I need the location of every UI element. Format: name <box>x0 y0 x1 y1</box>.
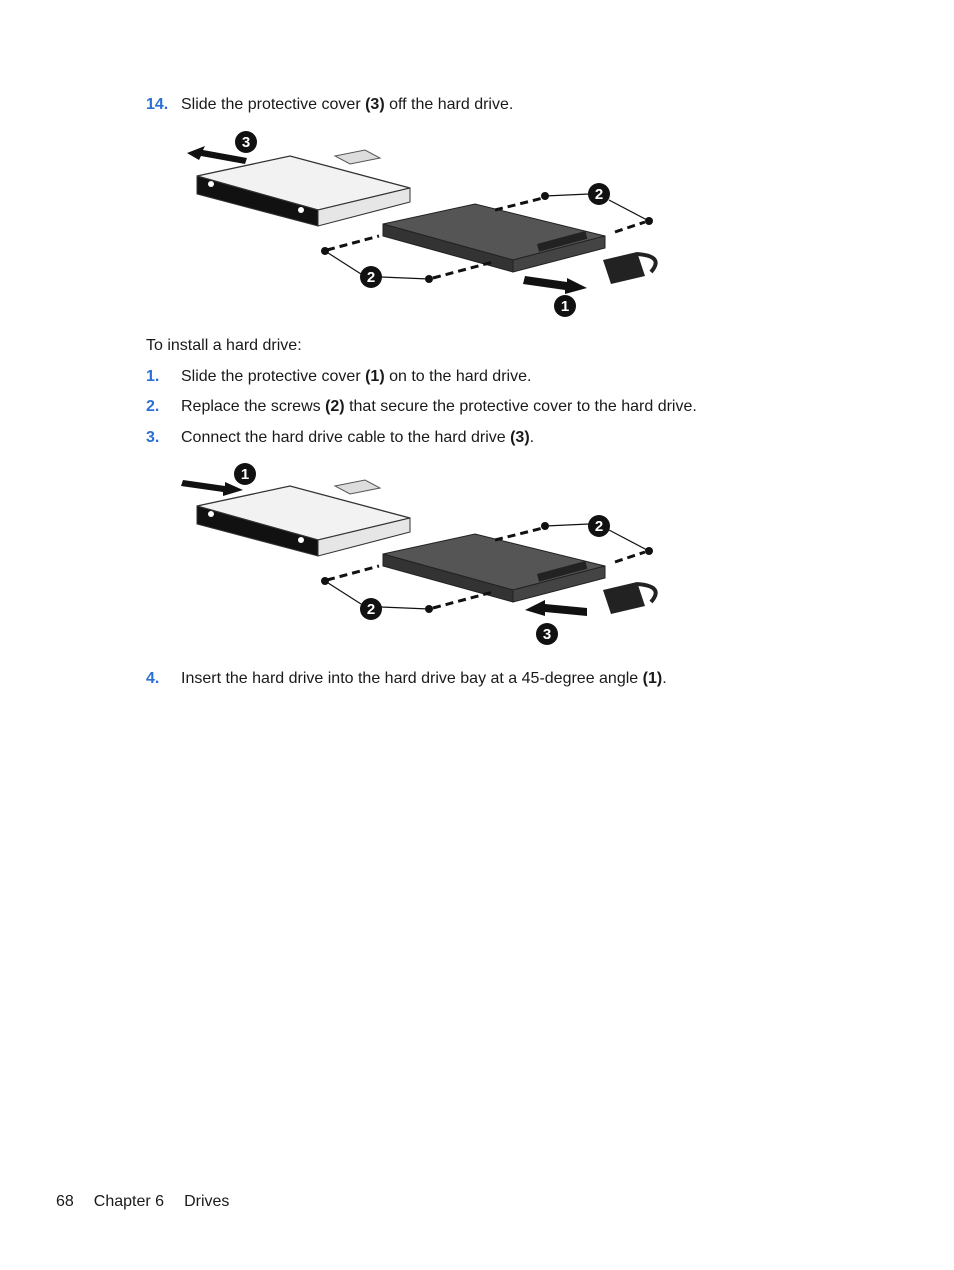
svg-text:2: 2 <box>594 186 604 203</box>
svg-text:2: 2 <box>594 518 604 535</box>
callout-2 <box>588 515 610 537</box>
callout-2 <box>588 183 610 205</box>
install-step-3 <box>146 428 534 448</box>
callout-3 <box>235 131 257 153</box>
section-label: Drives <box>184 1193 230 1210</box>
step-number: 1. <box>146 368 160 385</box>
step-text: Slide the protective cover (1) on to the hard drive. <box>181 368 532 385</box>
step-14 <box>146 95 513 115</box>
install-step-1 <box>146 367 531 387</box>
callout-1 <box>554 295 576 317</box>
arrow-icon <box>523 276 587 294</box>
figure-install-cover <box>175 458 665 653</box>
install-step-4 <box>146 669 667 689</box>
cable-connector-illustration <box>603 252 656 284</box>
svg-text:1: 1 <box>560 298 570 315</box>
cable-connector-illustration <box>603 582 656 614</box>
step-number: 2. <box>146 398 160 415</box>
callout-2 <box>360 598 382 620</box>
hard-drive-illustration <box>383 204 605 272</box>
step-text: Insert the hard drive into the hard drive bay at a 45-degree angle (1). <box>181 670 667 687</box>
step-number: 4. <box>146 670 160 687</box>
step-number: 3. <box>146 429 160 446</box>
svg-text:3: 3 <box>241 134 251 151</box>
page-footer <box>56 1192 249 1212</box>
callout-1 <box>234 463 256 485</box>
chapter-label: Chapter 6 <box>93 1193 165 1210</box>
step-text: Replace the screws (2) that secure the protective cover to the hard drive. <box>181 398 697 415</box>
svg-text:2: 2 <box>366 601 376 618</box>
figure-remove-cover <box>175 128 665 323</box>
svg-text:2: 2 <box>366 269 376 286</box>
callout-2 <box>360 266 382 288</box>
callout-3 <box>536 623 558 645</box>
arrow-icon <box>181 480 243 496</box>
install-intro: To install a hard drive: <box>146 337 302 354</box>
protective-cover-illustration <box>197 150 410 226</box>
step-text: Slide the protective cover (3) off the hard drive. <box>181 96 514 113</box>
install-step-2 <box>146 397 697 417</box>
page-number: 68 <box>56 1193 74 1210</box>
step-number: 14. <box>146 96 169 113</box>
svg-text:3: 3 <box>542 626 552 643</box>
step-text: Connect the hard drive cable to the hard drive (3). <box>181 429 535 446</box>
svg-text:1: 1 <box>240 466 250 483</box>
arrow-icon <box>525 600 587 616</box>
hard-drive-illustration <box>383 534 605 602</box>
